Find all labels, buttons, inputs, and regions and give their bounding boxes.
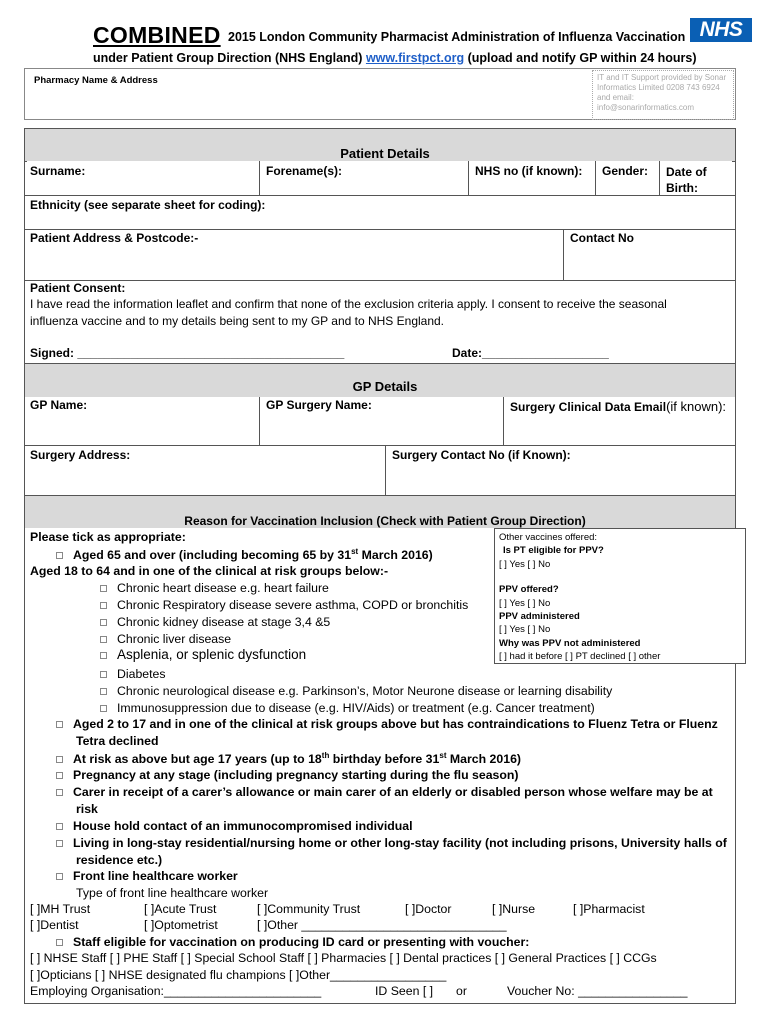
age17-sup1: th xyxy=(321,751,330,760)
age17-item[interactable] xyxy=(56,751,521,766)
condition-item[interactable] xyxy=(100,647,306,662)
condition-text: Asplenia, or splenic dysfunction xyxy=(117,647,307,662)
hcw-nurse[interactable]: [ ]Nurse xyxy=(492,902,536,916)
gender-label: Gender: xyxy=(602,164,649,178)
condition-checkbox[interactable] xyxy=(100,688,107,695)
signed-field[interactable]: Signed: ________________________________________ xyxy=(30,346,345,360)
ppv-offered-label: PPV offered? xyxy=(499,584,559,596)
hcw-optometrist[interactable]: [ ]Optometrist xyxy=(144,918,218,932)
condition-checkbox[interactable] xyxy=(100,636,107,643)
pregnancy-checkbox[interactable] xyxy=(56,772,63,779)
pregnancy-item[interactable] xyxy=(56,768,519,782)
condition-checkbox[interactable] xyxy=(100,619,107,626)
longstay-checkbox[interactable] xyxy=(56,840,63,847)
surgery-email-field[interactable] xyxy=(504,420,734,444)
nhs-no-label: NHS no (if known): xyxy=(475,164,583,178)
voucher-no-field[interactable]: Voucher No: ________________ xyxy=(507,984,688,998)
condition-item[interactable] xyxy=(100,615,330,629)
firstpct-link[interactable]: www.firstpct.org xyxy=(365,51,465,65)
surgery-address-label: Surgery Address: xyxy=(30,448,131,462)
staff-eligible-text: Staff eligible for vaccination on producing ID card or presenting with voucher: xyxy=(73,935,530,949)
household-text: House hold contact of an immunocompromised individual xyxy=(73,819,413,833)
age2-text-2: Tetra declined xyxy=(76,734,159,748)
ppv-administered-options[interactable]: [ ] Yes [ ] No xyxy=(499,624,551,636)
condition-text: Chronic kidney disease at stage 3,4 &5 xyxy=(117,615,331,629)
frontline-text: Front line healthcare worker xyxy=(73,869,238,883)
condition-checkbox[interactable] xyxy=(100,585,107,592)
carer-item[interactable] xyxy=(56,785,713,799)
household-item[interactable] xyxy=(56,819,413,833)
longstay-text-1: Living in long-stay residential/nursing home or other long-stay facility (not including prisons, University halls of xyxy=(73,836,727,850)
age65-sup: st xyxy=(351,547,359,556)
forename-field[interactable] xyxy=(260,165,467,193)
hcw-community-trust[interactable]: [ ]Community Trust xyxy=(257,902,361,916)
date-field[interactable]: Date:___________________ xyxy=(452,346,609,360)
or-text: or xyxy=(456,984,467,998)
condition-text: Immunosuppression due to disease (e.g. HIV/Aids) or treatment (e.g. Cancer treatment) xyxy=(117,701,595,715)
ppv-eligible-label: Is PT eligible for PPV? xyxy=(503,545,604,557)
ppv-why-not-options[interactable]: [ ] had it before [ ] PT declined [ ] other xyxy=(499,651,661,663)
id-seen-checkbox[interactable]: ID Seen [ ] xyxy=(375,984,434,998)
forename-label: Forename(s): xyxy=(266,164,343,178)
gp-surgery-label: GP Surgery Name: xyxy=(266,398,372,412)
condition-item[interactable] xyxy=(100,632,231,646)
age2-checkbox[interactable] xyxy=(56,721,63,728)
ppv-box xyxy=(494,528,746,664)
longstay-text-2: residence etc.) xyxy=(76,853,163,867)
age65-checkbox[interactable] xyxy=(56,552,63,559)
hcw-type-label: Type of front line healthcare worker xyxy=(76,886,269,900)
condition-item[interactable] xyxy=(100,581,329,595)
employing-org-field[interactable]: Employing Organisation:_______________________ xyxy=(30,984,322,998)
title-line2-pre: under Patient Group Direction (NHS England) xyxy=(93,51,366,65)
age65-text: Aged 65 and over (including becoming 65 by 31 xyxy=(73,548,352,563)
age17-a: At risk as above but age 17 years (up to 18 xyxy=(73,752,322,767)
ppv-why-not-label: Why was PPV not administered xyxy=(499,637,641,649)
dob-label: Date of Birth: xyxy=(666,165,707,195)
age17-c: March 2016) xyxy=(446,752,522,767)
condition-text: Chronic Respiratory disease severe asthma, COPD or bronchitis xyxy=(117,598,469,612)
age17-checkbox[interactable] xyxy=(56,756,63,763)
hcw-mh-trust[interactable]: [ ]MH Trust xyxy=(30,902,91,916)
title-line2-post: (upload and notify GP within 24 hours) xyxy=(464,51,697,65)
condition-item[interactable] xyxy=(100,701,595,715)
please-tick-label: Please tick as appropriate: xyxy=(30,530,186,544)
age18-heading: Aged 18 to 64 and in one of the clinical at risk groups below:- xyxy=(30,564,389,578)
condition-item[interactable] xyxy=(100,667,166,681)
age17-b: birthday before 31 xyxy=(329,752,440,767)
surgery-email-label xyxy=(510,399,726,414)
gp-name-label: GP Name: xyxy=(30,398,88,412)
other-vaccines-label: Other vaccines offered: xyxy=(499,532,598,543)
age65-end: March 2016) xyxy=(358,548,433,563)
longstay-item[interactable] xyxy=(56,836,727,850)
condition-text: Chronic liver disease xyxy=(117,632,232,646)
ppv-offered-options[interactable]: [ ] Yes [ ] No xyxy=(499,597,551,609)
surgery-contact-label: Surgery Contact No (if Known): xyxy=(392,448,571,462)
it-support-note: IT and IT Support provided by Sonar Informatics Limited 0208 743 6924 and email: info@sonarinformatics.com xyxy=(592,70,734,120)
condition-checkbox[interactable] xyxy=(100,652,107,659)
hcw-other[interactable]: [ ]Other ______________________________ xyxy=(257,918,507,932)
condition-text: Chronic heart disease e.g. heart failure xyxy=(117,581,329,595)
staff-eligible-checkbox[interactable] xyxy=(56,939,63,946)
condition-text: Chronic neurological disease e.g. Parkinson’s, Motor Neurone disease or learning disability xyxy=(117,684,613,698)
age2-text-1: Aged 2 to 17 and in one of the clinical at risk groups above but has contraindications to Fluenz Tetra or Fluenz xyxy=(73,717,718,731)
frontline-checkbox[interactable] xyxy=(56,873,63,880)
contact-no-label: Contact No xyxy=(570,231,634,245)
ppv-administered-label: PPV administered xyxy=(499,611,580,623)
carer-text-2: risk xyxy=(76,802,98,816)
condition-checkbox[interactable] xyxy=(100,671,107,678)
staff-options-row1[interactable]: [ ] NHSE Staff [ ] PHE Staff [ ] Special School Staff [ ] Pharmacies [ ] Dental practices [ ] General Practices [ ] CCGs xyxy=(30,951,657,965)
form-title-line2 xyxy=(93,51,697,65)
surgery-email-text: Surgery Clinical Data Email xyxy=(510,400,667,414)
age17-sup2: st xyxy=(439,751,447,760)
condition-text: Diabetes xyxy=(117,667,166,681)
ppv-eligible-options[interactable]: [ ] Yes [ ] No xyxy=(499,558,551,570)
hcw-dentist[interactable]: [ ]Dentist xyxy=(30,918,79,932)
surgery-email-suffix: (if known): xyxy=(666,399,727,414)
hcw-doctor[interactable]: [ ]Doctor xyxy=(405,902,452,916)
carer-text-1: Carer in receipt of a carer’s allowance or main carer of an elderly or disabled person whose welfare may be at xyxy=(73,785,713,799)
gp-details-title: GP Details xyxy=(352,379,418,394)
pharmacy-label: Pharmacy Name & Address xyxy=(34,75,158,86)
condition-checkbox[interactable] xyxy=(100,705,107,712)
patient-address-label: Patient Address & Postcode:- xyxy=(30,231,199,245)
reason-title: Reason for Vaccination Inclusion (Check with Patient Group Direction) xyxy=(184,514,586,528)
frontline-item[interactable] xyxy=(56,869,238,883)
surname-label: Surname: xyxy=(30,164,86,178)
household-checkbox[interactable] xyxy=(56,823,63,830)
staff-eligible-item[interactable] xyxy=(56,935,529,949)
form-title-combined: COMBINED xyxy=(93,22,221,48)
condition-item[interactable] xyxy=(100,598,468,612)
age2-item[interactable] xyxy=(56,717,718,731)
staff-options-row2[interactable]: [ ]Opticians [ ] NHSE designated flu champions [ ]Other_________________ xyxy=(30,968,447,982)
hcw-pharmacist[interactable]: [ ]Pharmacist xyxy=(573,902,645,916)
consent-text-2: influenza vaccine and to my details being sent to my GP and to NHS England. xyxy=(30,314,445,328)
age65-item[interactable] xyxy=(56,547,433,562)
form-title-line1: 2015 London Community Pharmacist Administration of Influenza Vaccination xyxy=(228,30,686,44)
carer-checkbox[interactable] xyxy=(56,789,63,796)
ethnicity-label: Ethnicity (see separate sheet for coding): xyxy=(30,198,266,212)
condition-checkbox[interactable] xyxy=(100,602,107,609)
nhs-logo: NHS xyxy=(690,18,752,42)
condition-item[interactable] xyxy=(100,684,612,698)
consent-title: Patient Consent: xyxy=(30,281,126,295)
patient-details-title: Patient Details xyxy=(340,146,430,161)
pregnancy-text: Pregnancy at any stage (including pregnancy starting during the flu season) xyxy=(73,768,519,782)
hcw-acute-trust[interactable]: [ ]Acute Trust xyxy=(144,902,217,916)
consent-text-1: I have read the information leaflet and confirm that none of the exclusion criteria apply. I consent to receive the seasonal xyxy=(30,297,667,311)
